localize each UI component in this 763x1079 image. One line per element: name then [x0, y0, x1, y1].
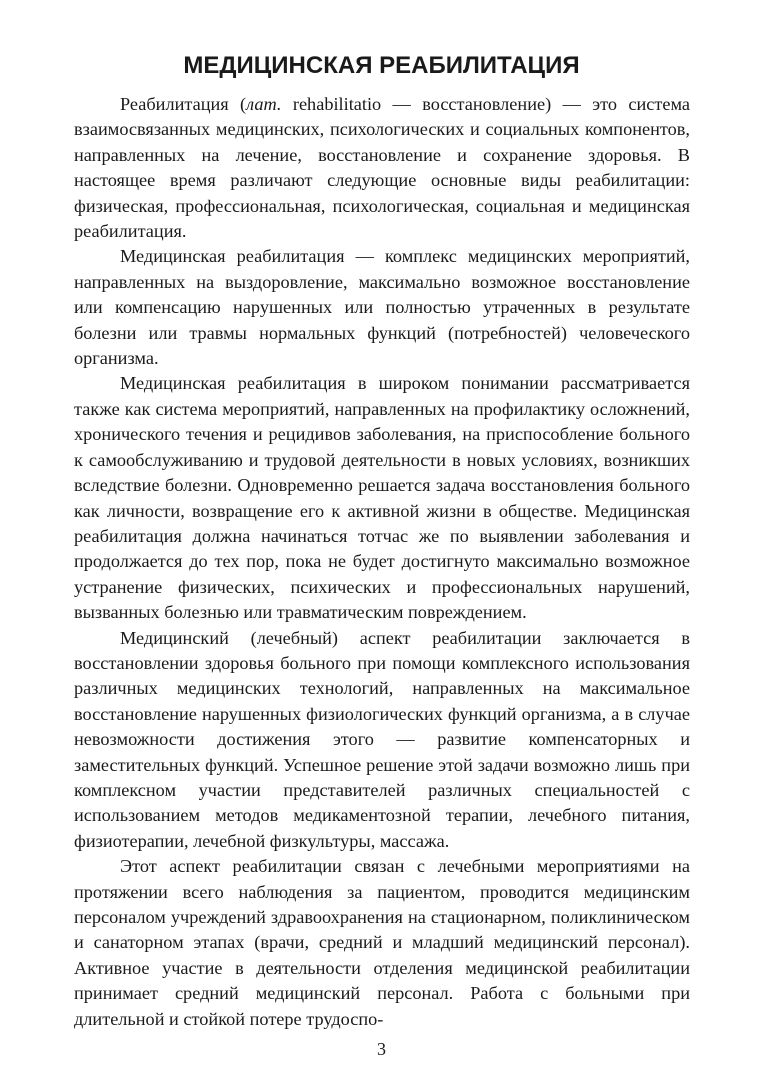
paragraph-definition	[74, 92, 690, 244]
latin-abbreviation: лат.	[246, 94, 282, 114]
body-text	[74, 92, 690, 1032]
paragraph: Медицинский (лечебный) аспект реабилитации заключается в восстановлении здоровья больного при помощи комплексного использования различных медицинских технологий, направленных на максимальное восстановление нарушенных физиологических функций организма, а в случае невозможности достижения этого — развитие компенсаторных и заместительных функций. Успешное решение этой задачи возможно лишь при комплексном участии представителей различных специальностей с использованием методов медикаментозной терапии, лечебного питания, физиотерапии, лечебной физкультуры, массажа.	[74, 627, 690, 851]
page-number: 3	[377, 1039, 386, 1059]
paragraph-rest: rehabilitatio — восстановление) — это система взаимосвязанных медицинских, психологических и социальных компонентов, направленных на лечение, восстановление и сохранение здоровья. В настоящее время различают следующие основные виды реабилитации: физическая, профессиональная, психологическая, социальная и медицинская реабилитация.	[74, 94, 691, 242]
paragraph-lead: Реабилитация (	[120, 94, 247, 114]
paragraph: Этот аспект реабилитации связан с лечебными мероприятиями на протяжении всего наблюдения за пациентом, проводится медицинским персоналом учреждений здравоохранения на стационарном, поликлиническом и санаторном этапах (врачи, средний и младший медицинский персонал). Активное участие в деятельности отделения медицинской реабилитации принимает средний медицинский персонал. Работа с больными при длительной и стойкой потере трудоспо-	[74, 856, 690, 1029]
paragraph: Медицинская реабилитация — комплекс медицинских мероприятий, направленных на выздоровление, максимально возможное восстановление или компенсацию нарушенных или полностью утраченных в результате болезни или травмы нормальных функций (потребностей) человеческого организма.	[74, 246, 690, 369]
paragraph: Медицинская реабилитация в широком понимании рассматривается также как система мероприятий, направленных на профилактику осложнений, хронического течения и рецидивов заболевания, на приспособление больного к самообслуживанию и трудовой деятельности в новых условиях, возникших вследствие болезни. Одновременно решается задача восстановления больного как личности, возвращение его к активной жизни в обществе. Медицинская реабилитация должна начинаться тотчас же по выявлении заболевания и продолжается до тех пор, пока не будет достигнуто максимально возможное устранение физических, психических и профессиональных нарушений, вызванных болезнью или травматическим повреждением.	[74, 373, 690, 623]
page-title: МЕДИЦИНСКАЯ РЕАБИЛИТАЦИЯ	[183, 52, 580, 79]
